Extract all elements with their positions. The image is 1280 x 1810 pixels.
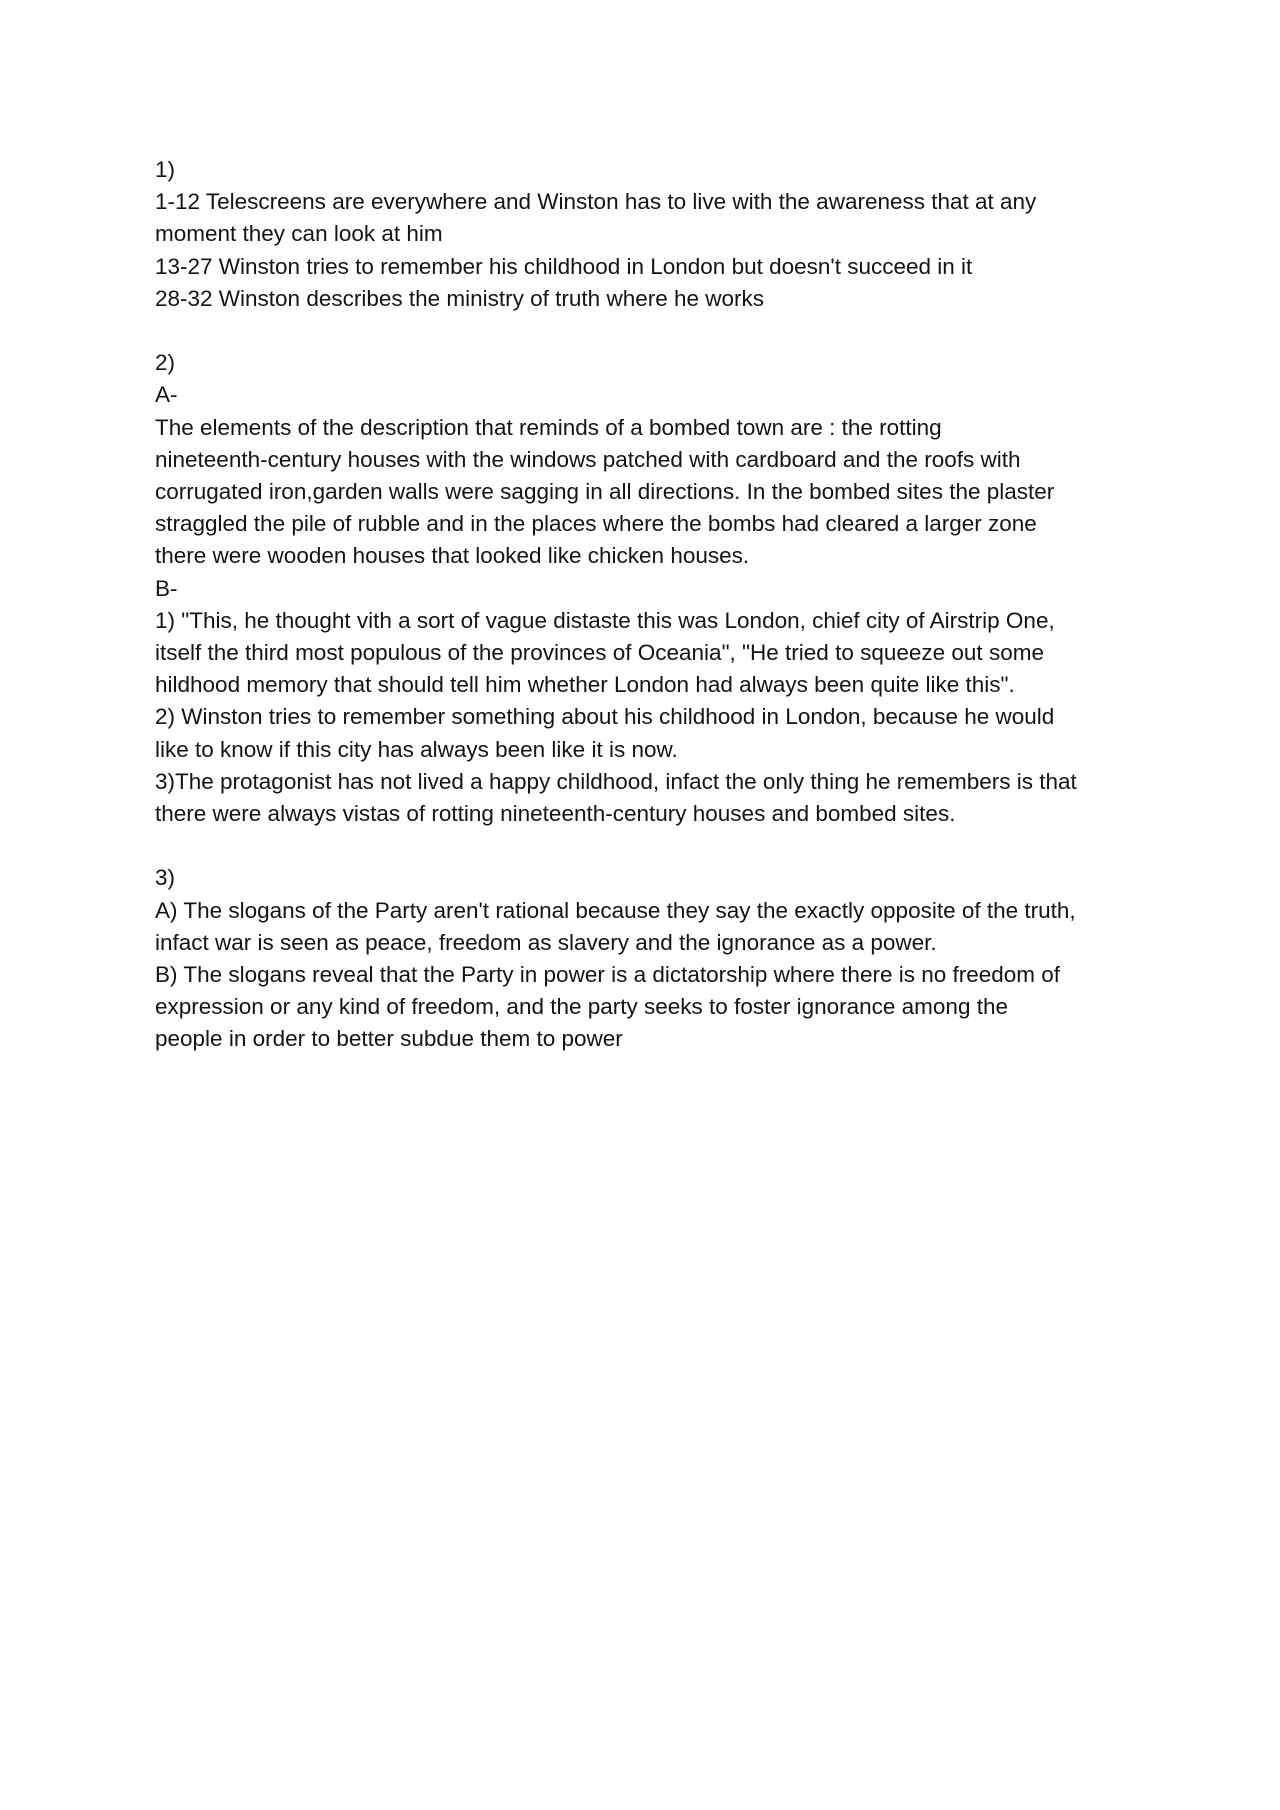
paragraph-spacer [155,315,1155,347]
section-1-heading: 1) [155,157,176,182]
section-3-heading: 3) [155,865,176,891]
section-1-line: moment they can look at him [155,221,443,247]
document-body [155,154,1155,1056]
section-1 [155,154,1155,315]
section-3-line: B) The slogans reveal that the Party in power is a dictatorship where there is no freedom of [155,962,1061,988]
part-b-line: 1) "This, he thought vith a sort of vague distaste this was London, chief city of Airstrip One, [155,607,1055,633]
part-a-label: A- [155,382,178,408]
part-a-line: straggled the pile of rubble and in the places where the bombs had cleared a larger zone [155,511,1037,537]
section-3-line: A) The slogans of the Party aren't rational because they say the exactly opposite of the truth, [155,897,1076,923]
paragraph-spacer [155,830,1155,862]
part-b-line: itself the third most populous of the provinces of Oceania", "He tried to squeeze out some [155,640,1044,666]
part-b-line: 2) Winston tries to remember something about his childhood in London, because he would [155,704,1055,730]
part-b-line: hildhood memory that should tell him whether London had always been quite like this". [155,672,1015,698]
section-1-line: 28-32 Winston describes the ministry of truth where he works [155,285,765,311]
section-3 [155,862,1155,1055]
part-a-line: corrugated iron,garden walls were sagging in all directions. In the bombed sites the plaster [155,479,1055,505]
part-b-line: like to know if this city has always been like it is now. [155,736,678,762]
part-b-label: B- [155,575,178,601]
section-2-heading: 2) [155,350,176,376]
section-1-line: 13-27 Winston tries to remember his childhood in London but doesn't succeed in it [155,253,973,279]
part-a-line: nineteenth-century houses with the windows patched with cardboard and the roofs with [155,446,1021,472]
part-b-line: there were always vistas of rotting nineteenth-century houses and bombed sites. [155,801,956,827]
section-3-line: expression or any kind of freedom, and the party seeks to foster ignorance among the [155,994,1008,1020]
section-2 [155,347,1155,830]
section-3-line: infact war is seen as peace, freedom as slavery and the ignorance as a power. [155,929,937,955]
part-b-line: 3)The protagonist has not lived a happy childhood, infact the only thing he remembers is that [155,768,1077,794]
section-1-line: 1-12 Telescreens are everywhere and Winston has to live with the awareness that at any [155,189,1037,215]
section-3-line: people in order to better subdue them to power [155,1026,623,1052]
part-a-line: The elements of the description that reminds of a bombed town are : the rotting [155,414,942,440]
part-a-line: there were wooden houses that looked like chicken houses. [155,543,750,569]
